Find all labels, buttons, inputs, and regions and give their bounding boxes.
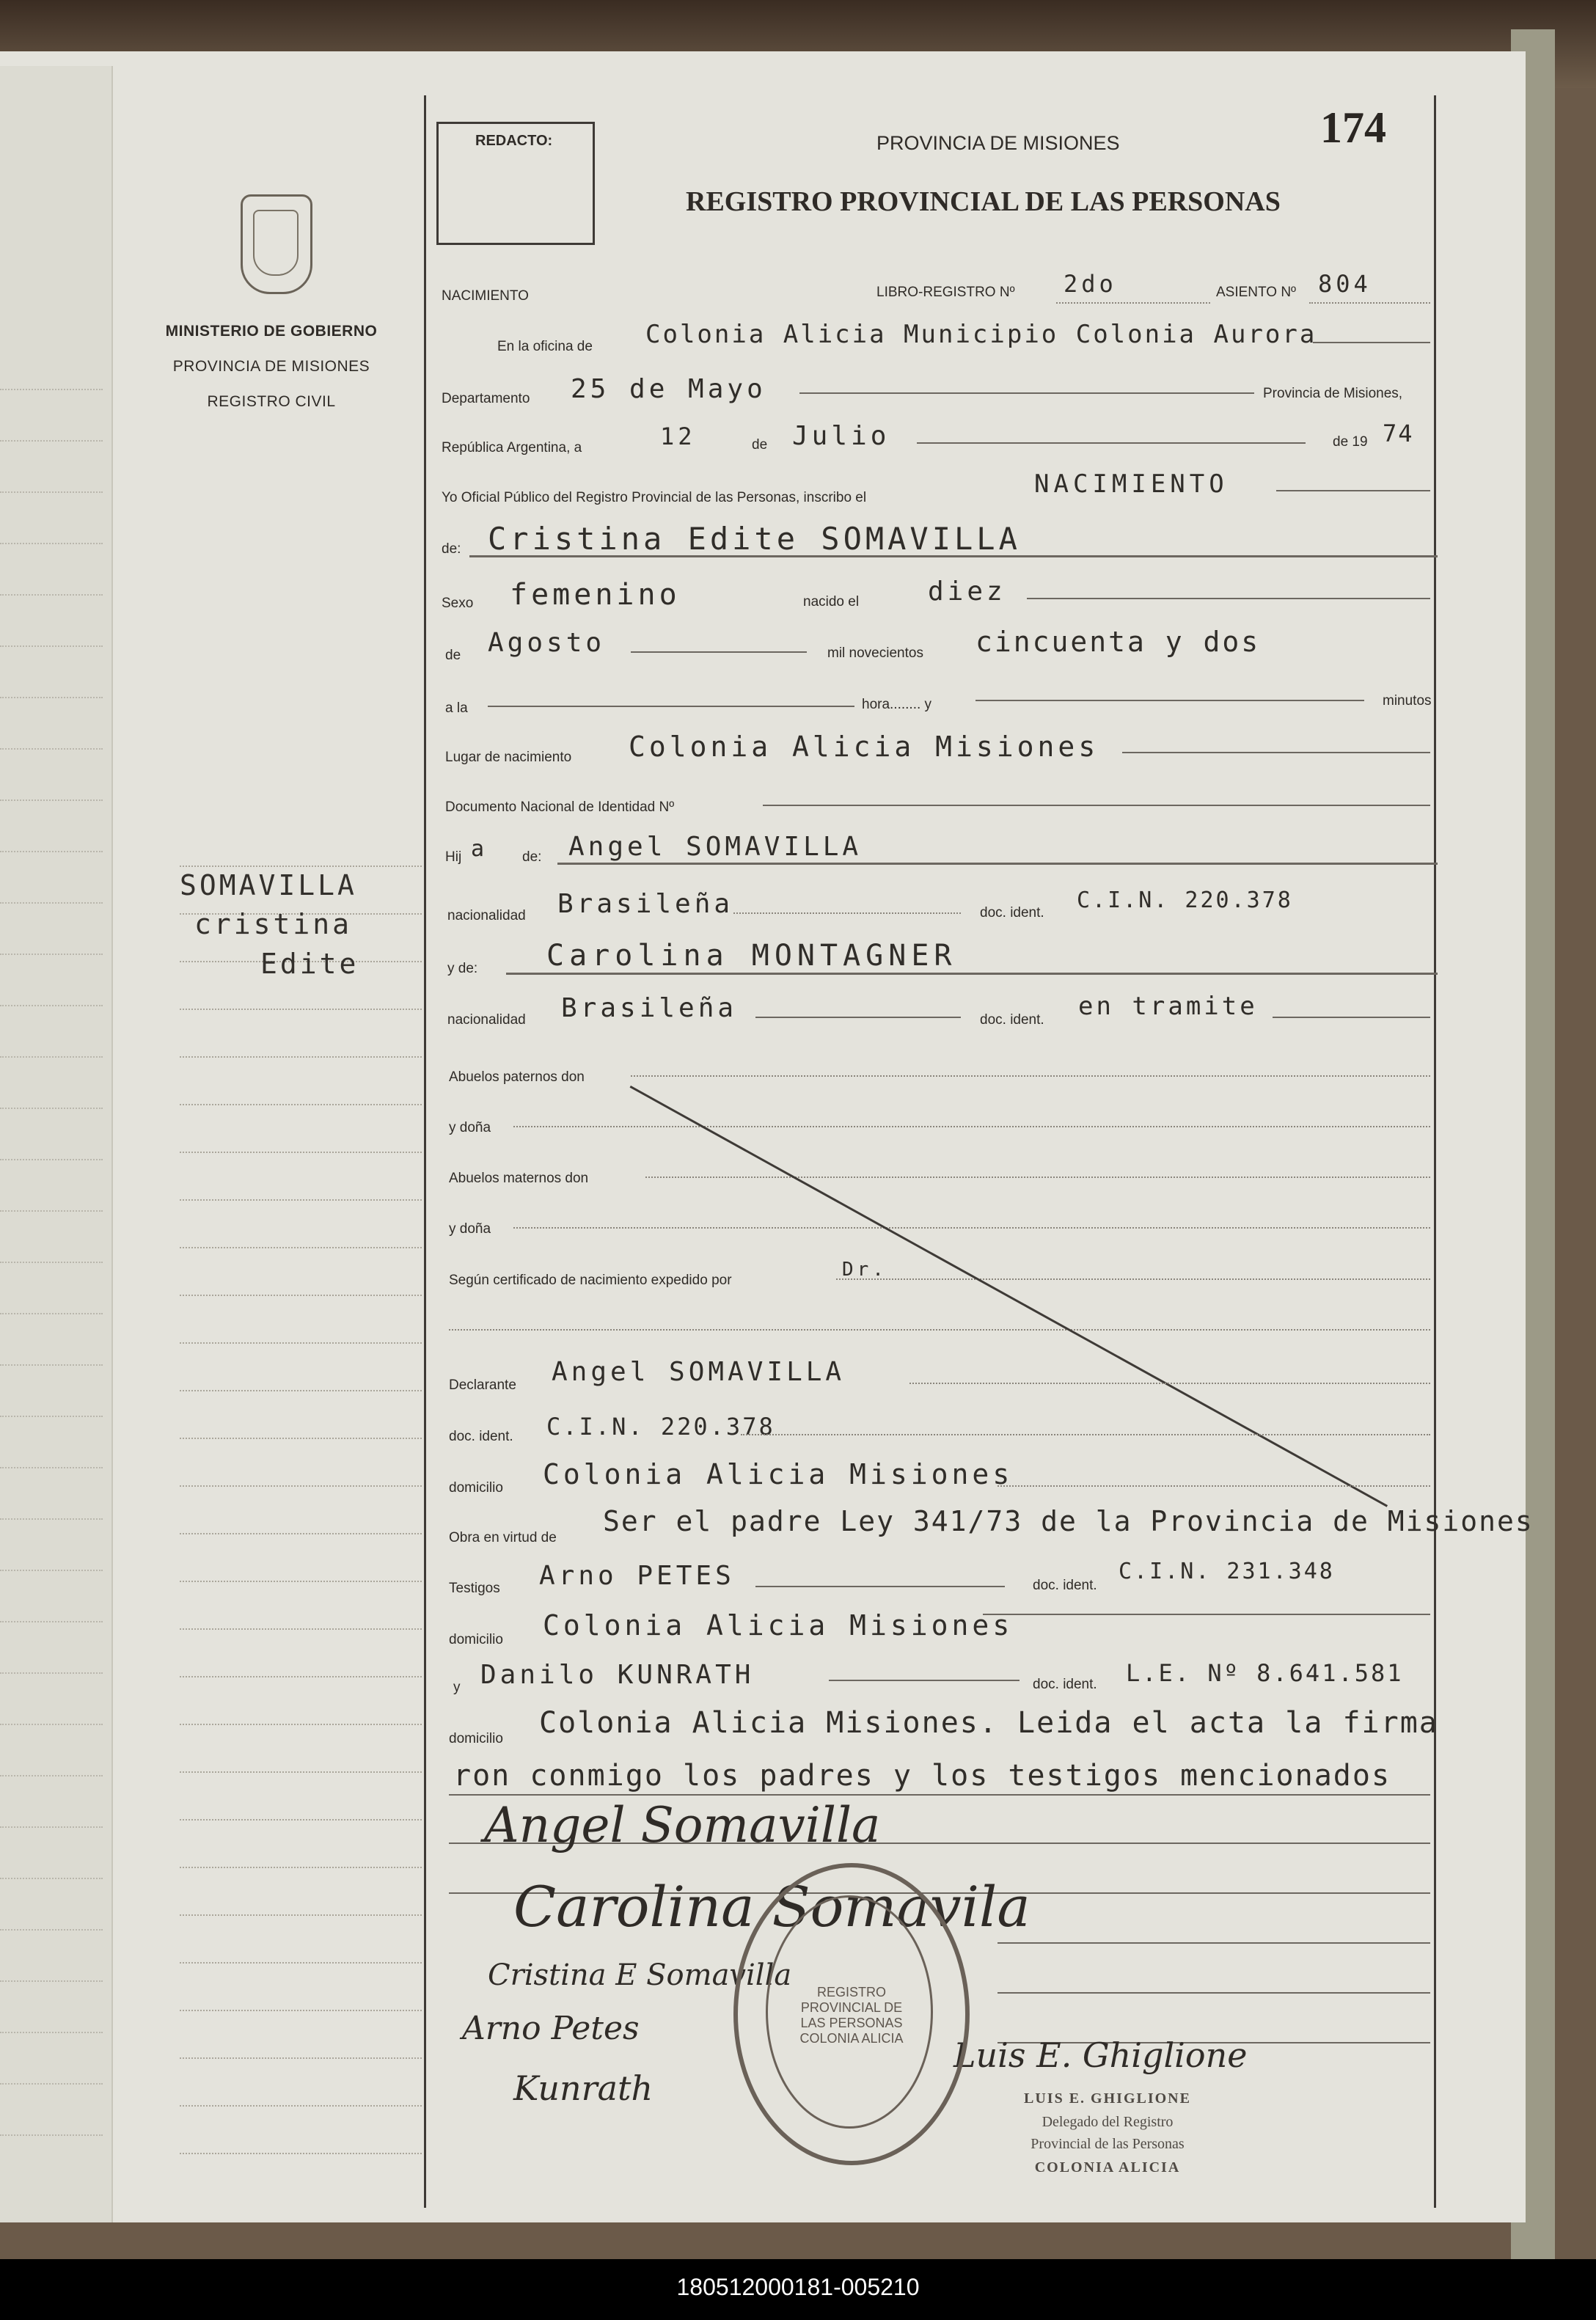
year-prefix: de 19 [1333, 434, 1368, 450]
margin-first-name: cristina [194, 908, 353, 940]
left-rule [0, 2083, 103, 2085]
left-rule [0, 954, 103, 955]
left-rule [0, 1621, 103, 1622]
delegate-place: COLONIA ALICIA [1034, 2159, 1181, 2176]
y-label: y [453, 1680, 461, 1695]
left-rule [0, 543, 103, 544]
de2-label: de [445, 648, 461, 663]
doc-father-label: doc. ident. [980, 905, 1044, 921]
left-rule [0, 2032, 103, 2033]
left-rule [0, 1005, 103, 1006]
record-type-label: NACIMIENTO [442, 288, 529, 304]
lugar-label: Lugar de nacimiento [445, 750, 572, 765]
libro-label: LIBRO-REGISTRO Nº [876, 285, 1015, 300]
left-rule [0, 1262, 103, 1263]
left-rule [0, 1416, 103, 1417]
decl-dom-value: Colonia Alicia Misiones [543, 1458, 1014, 1490]
hij-value: a [471, 836, 488, 862]
minutos-label: minutos [1383, 693, 1432, 709]
signature-mother: Carolina Somavila [513, 1874, 1031, 1939]
t1-doc-value: C.I.N. 231.348 [1119, 1559, 1335, 1584]
nacionalidad-mother-value: Brasileña [561, 993, 738, 1023]
right-border [1434, 95, 1436, 2208]
mil-label: mil novecientos [827, 645, 923, 661]
ministry-title: MINISTERIO DE GOBIERNO [165, 323, 378, 340]
margin-middle-name: Edite [260, 948, 359, 980]
left-rule [0, 1467, 103, 1468]
doc-mother-value: en tramite [1078, 992, 1258, 1021]
left-rule [0, 1878, 103, 1879]
hij-label: Hij [445, 849, 462, 865]
folio-number: 174 [1320, 103, 1386, 152]
sexo-label: Sexo [442, 596, 474, 611]
signature-witness2: Kunrath [513, 2068, 654, 2108]
nacionalidad-father-value: Brasileña [557, 889, 734, 919]
t1-doc-label: doc. ident. [1033, 1578, 1097, 1593]
left-rule [0, 851, 103, 852]
de-name-label: de: [442, 541, 461, 557]
certificado-value: Dr. [842, 1259, 887, 1281]
left-rule [0, 1672, 103, 1674]
coat-of-arms-icon [241, 194, 312, 294]
left-rule [0, 748, 103, 750]
testigos-label: Testigos [449, 1581, 500, 1596]
abuelos-paternos-label: Abuelos paternos don [449, 1069, 585, 1085]
left-rule [0, 697, 103, 698]
left-rule [0, 2134, 103, 2136]
testigo1-name: Arno PETES [539, 1561, 735, 1591]
left-rule [0, 645, 103, 647]
delegate-title2: Provincial de las Personas [1031, 2136, 1185, 2152]
redacto-label: REDACTO: [475, 133, 553, 149]
left-rule [0, 1210, 103, 1212]
departamento-label: Departamento [442, 391, 530, 406]
left-rule [0, 1929, 103, 1931]
t2-dom-value: Colonia Alicia Misiones. Leida el acta la firma [539, 1706, 1438, 1740]
de-label: de [752, 437, 768, 453]
t2-dom-label: domicilio [449, 1731, 503, 1746]
doc-mother-label: doc. ident. [980, 1012, 1044, 1028]
declarante-value: Angel SOMAVILLA [552, 1357, 846, 1387]
lugar-value: Colonia Alicia Misiones [629, 731, 1099, 763]
oficina-value: Colonia Alicia Municipio Colonia Aurora [645, 320, 1317, 349]
father-name: Angel SOMAVILLA [568, 832, 863, 862]
libro-value: 2do [1064, 270, 1117, 298]
decl-doc-label: doc. ident. [449, 1429, 513, 1444]
redacto-box [436, 122, 595, 245]
left-rule [0, 594, 103, 596]
yde-label: y de: [447, 961, 478, 976]
asiento-value: 804 [1318, 270, 1372, 298]
registry-heading: REGISTRO PROVINCIAL DE LAS PERSONAS [686, 186, 1281, 217]
mes-nac-value: Agosto [488, 628, 606, 658]
ydona1-label: y doña [449, 1120, 491, 1135]
image-id: 180512000181-005210 [676, 2274, 920, 2300]
dni-label: Documento Nacional de Identidad Nº [445, 799, 675, 815]
left-rule [0, 902, 103, 904]
margin-divider [424, 95, 426, 2208]
left-rule [0, 1724, 103, 1725]
abuelos-maternos-label: Abuelos maternos don [449, 1171, 589, 1186]
departamento-value: 25 de Mayo [571, 374, 766, 404]
closing-text: ron conmigo los padres y los testigos mencionados [453, 1759, 1391, 1793]
nacionalidad-father-label: nacionalidad [447, 908, 526, 923]
nacido-value: diez [928, 577, 1006, 607]
registry-stamp: REGISTRO PROVINCIAL DE LAS PERSONAS COLONIA ALICIA [733, 1863, 970, 2165]
t1-dom-label: domicilio [449, 1632, 503, 1647]
left-rule [0, 1364, 103, 1366]
registrant-name: Cristina Edite SOMAVILLA [488, 521, 1021, 557]
hora-label: hora........ y [862, 697, 932, 712]
left-rule [0, 799, 103, 801]
year-value: 74 [1383, 420, 1414, 447]
t2-doc-value: L.E. Nº 8.641.581 [1126, 1659, 1404, 1687]
ministry-province: PROVINCIA DE MISIONES [172, 358, 370, 375]
declarante-label: Declarante [449, 1377, 516, 1393]
decl-dom-label: domicilio [449, 1480, 503, 1496]
mother-name: Carolina MONTAGNER [546, 939, 957, 973]
nacido-label: nacido el [803, 594, 860, 610]
delegate-title1: Delegado del Registro [1042, 2114, 1174, 2130]
left-rule [0, 1518, 103, 1520]
margin-surname: SOMAVILLA [180, 869, 357, 901]
provincia-suffix: Provincia de Misiones, [1263, 386, 1403, 401]
sexo-value: femenino [510, 578, 681, 612]
certificado-label: Según certificado de nacimiento expedido por [449, 1273, 732, 1288]
obra-label: Obra en virtud de [449, 1530, 557, 1545]
month-value: Julio [792, 421, 890, 451]
signature-witness1: Arno Petes [462, 2010, 640, 2047]
province-heading: PROVINCIA DE MISIONES [876, 132, 1120, 154]
republica-label: República Argentina, a [442, 440, 582, 455]
left-rule [0, 1775, 103, 1776]
anio-nac-value: cincuenta y dos [975, 626, 1261, 658]
footer-bar [0, 2259, 1596, 2320]
obra-value: Ser el padre Ley 341/73 de la Provincia de Misiones [603, 1505, 1534, 1537]
decl-doc-value: C.I.N. 220.378 [546, 1413, 775, 1441]
left-rule [0, 491, 103, 493]
left-rule [0, 1313, 103, 1314]
left-rule [0, 1980, 103, 1982]
signature-delegate: Luis E. Ghiglione [953, 2035, 1248, 2075]
left-rule [0, 1826, 103, 1828]
oficina-label: En la oficina de [497, 339, 593, 354]
oficial-value: NACIMIENTO [1034, 469, 1229, 499]
left-rule [0, 1056, 103, 1058]
t2-doc-label: doc. ident. [1033, 1677, 1097, 1692]
left-rule [0, 1108, 103, 1109]
delegate-name: LUIS E. GHIGLIONE [1024, 2090, 1191, 2107]
day-value: 12 [660, 422, 696, 450]
left-rule [0, 440, 103, 442]
ydona2-label: y doña [449, 1221, 491, 1237]
signature-father: Angel Somavilla [484, 1797, 881, 1854]
left-page-edge [0, 66, 113, 2222]
nacionalidad-mother-label: nacionalidad [447, 1012, 526, 1028]
hij-de-label: de: [522, 849, 542, 865]
testigo2-name: Danilo KUNRATH [480, 1660, 755, 1690]
t1-dom-value: Colonia Alicia Misiones [543, 1609, 1014, 1642]
left-rule [0, 1570, 103, 1571]
oficial-label: Yo Oficial Público del Registro Provincial de las Personas, inscribo el [442, 490, 867, 505]
ministry-office: REGISTRO CIVIL [207, 393, 336, 410]
asiento-label: ASIENTO Nº [1216, 285, 1296, 300]
signature-registrant: Cristina E Somavilla [488, 1958, 792, 1992]
left-rule [0, 389, 103, 390]
doc-father-value: C.I.N. 220.378 [1077, 888, 1293, 913]
a-la-label: a la [445, 700, 468, 716]
left-rule [0, 1159, 103, 1160]
